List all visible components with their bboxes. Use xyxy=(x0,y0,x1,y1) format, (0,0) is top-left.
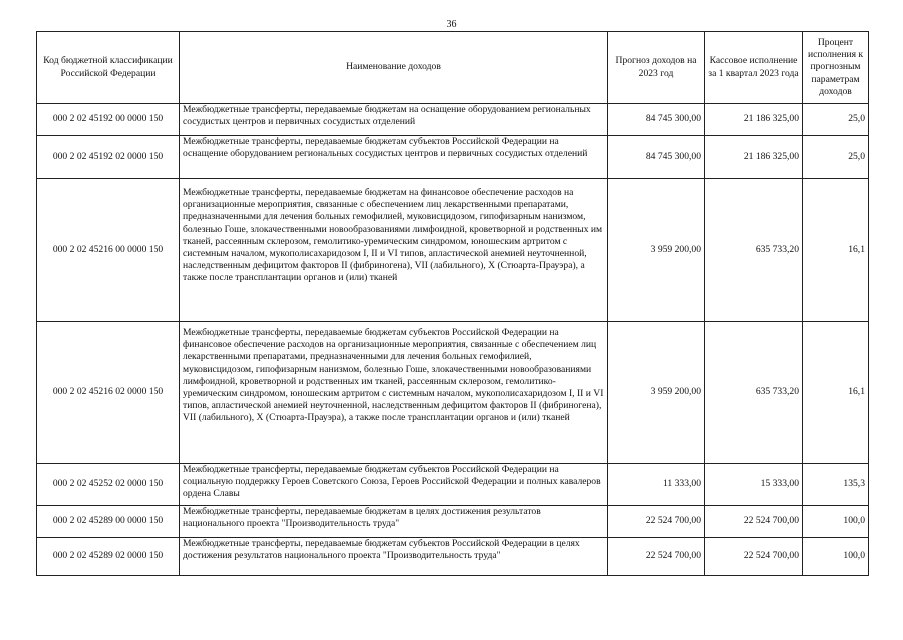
row-name: Межбюджетные трансферты, передаваемые бюджетам субъектов Российской Федерации на финансовое обеспечение расходов на организационные мероприятия, связанные с обеспечением лиц лекарственными препаратами, предназначенными для лечения больных гемофилией, муковисцидозом, гипофизарным нанизмом, болезнью Гоше, злокачественными новообразованиями лимфоидной, кроветворной и родственных им тканей, рассеянным склерозом, гемолитико-уремическим синдромом, юношеским артритом с системным началом, мукополисахаридозом I, II и VI типов, апластической анемией неуточненной, наследственным дефицитом факторов II (фибриногена), VII (лабильного), X (Стюарта-Прауэра), а также после трансплантации органов и (или) тканей xyxy=(180,322,608,464)
row-execution: 635 733,20 xyxy=(705,179,803,322)
row-code: 000 2 02 45192 02 0000 150 xyxy=(37,136,180,179)
page-number: 36 xyxy=(446,19,457,30)
row-code: 000 2 02 45289 02 0000 150 xyxy=(37,538,180,576)
row-execution: 22 524 700,00 xyxy=(705,538,803,576)
row-forecast: 3 959 200,00 xyxy=(608,322,705,464)
row-execution: 21 186 325,00 xyxy=(705,104,803,136)
row-percent: 135,3 xyxy=(803,464,869,506)
row-name: Межбюджетные трансферты, передаваемые бюджетам на оснащение оборудованием региональных сосудистых центров и первичных сосудистых отделений xyxy=(180,104,608,136)
row-forecast: 84 745 300,00 xyxy=(608,136,705,179)
row-code: 000 2 02 45192 00 0000 150 xyxy=(37,104,180,136)
row-forecast: 84 745 300,00 xyxy=(608,104,705,136)
row-execution: 635 733,20 xyxy=(705,322,803,464)
table-row xyxy=(37,104,869,136)
revenue-table xyxy=(36,31,869,576)
header-forecast: Прогноз доходов на 2023 год xyxy=(608,32,705,104)
row-percent: 100,0 xyxy=(803,506,869,538)
row-code: 000 2 02 45252 02 0000 150 xyxy=(37,464,180,506)
row-forecast: 22 524 700,00 xyxy=(608,538,705,576)
table-row xyxy=(37,538,869,576)
row-name: Межбюджетные трансферты, передаваемые бюджетам субъектов Российской Федерации на оснащение оборудованием региональных сосудистых центров и первичных сосудистых отделений xyxy=(180,136,608,179)
row-forecast: 11 333,00 xyxy=(608,464,705,506)
row-name: Межбюджетные трансферты, передаваемые бюджетам субъектов Российской Федерации на социальную поддержку Героев Советского Союза, Героев Российской Федерации и полных кавалеров ордена Славы xyxy=(180,464,608,506)
header-percent: Процент исполнения к прогнозным параметрам доходов xyxy=(803,32,869,104)
header-row xyxy=(37,32,869,104)
row-name: Межбюджетные трансферты, передаваемые бюджетам субъектов Российской Федерации в целях достижения результатов национального проекта "Производительность труда" xyxy=(180,538,608,576)
table-row xyxy=(37,506,869,538)
header-name: Наименование доходов xyxy=(180,32,608,104)
row-percent: 16,1 xyxy=(803,322,869,464)
row-percent: 100,0 xyxy=(803,538,869,576)
row-percent: 25,0 xyxy=(803,136,869,179)
table-row xyxy=(37,179,869,322)
row-name: Межбюджетные трансферты, передаваемые бюджетам в целях достижения результатов национального проекта "Производительность труда" xyxy=(180,506,608,538)
row-forecast: 22 524 700,00 xyxy=(608,506,705,538)
header-execution: Кассовое исполнение за 1 квартал 2023 года xyxy=(705,32,803,104)
row-forecast: 3 959 200,00 xyxy=(608,179,705,322)
row-code: 000 2 02 45216 00 0000 150 xyxy=(37,179,180,322)
row-execution: 21 186 325,00 xyxy=(705,136,803,179)
table-header xyxy=(37,32,869,104)
row-execution: 15 333,00 xyxy=(705,464,803,506)
table-row xyxy=(37,136,869,179)
row-execution: 22 524 700,00 xyxy=(705,506,803,538)
row-code: 000 2 02 45289 00 0000 150 xyxy=(37,506,180,538)
table-row xyxy=(37,322,869,464)
row-percent: 25,0 xyxy=(803,104,869,136)
row-code: 000 2 02 45216 02 0000 150 xyxy=(37,322,180,464)
header-code: Код бюджетной классификации Российской Федерации xyxy=(37,32,180,104)
table-body xyxy=(37,104,869,576)
table-row xyxy=(37,464,869,506)
row-percent: 16,1 xyxy=(803,179,869,322)
row-name: Межбюджетные трансферты, передаваемые бюджетам на финансовое обеспечение расходов на организационные мероприятия, связанные с обеспечением лиц лекарственными препаратами, предназначенными для лечения больных гемофилией, муковисцидозом, гипофизарным нанизмом, болезнью Гоше, злокачественными новообразованиями лимфоидной, кроветворной и родственных им тканей, рассеянным склерозом, гемолитико-уремическим синдромом, юношеским артритом с системным началом, мукополисахаридозом I, II и VI типов, апластической анемией неуточненной, наследственным дефицитом факторов II (фибриногена), VII (лабильного), X (Стюарта-Прауэра), а также после трансплантации органов и (или) тканей xyxy=(180,179,608,322)
